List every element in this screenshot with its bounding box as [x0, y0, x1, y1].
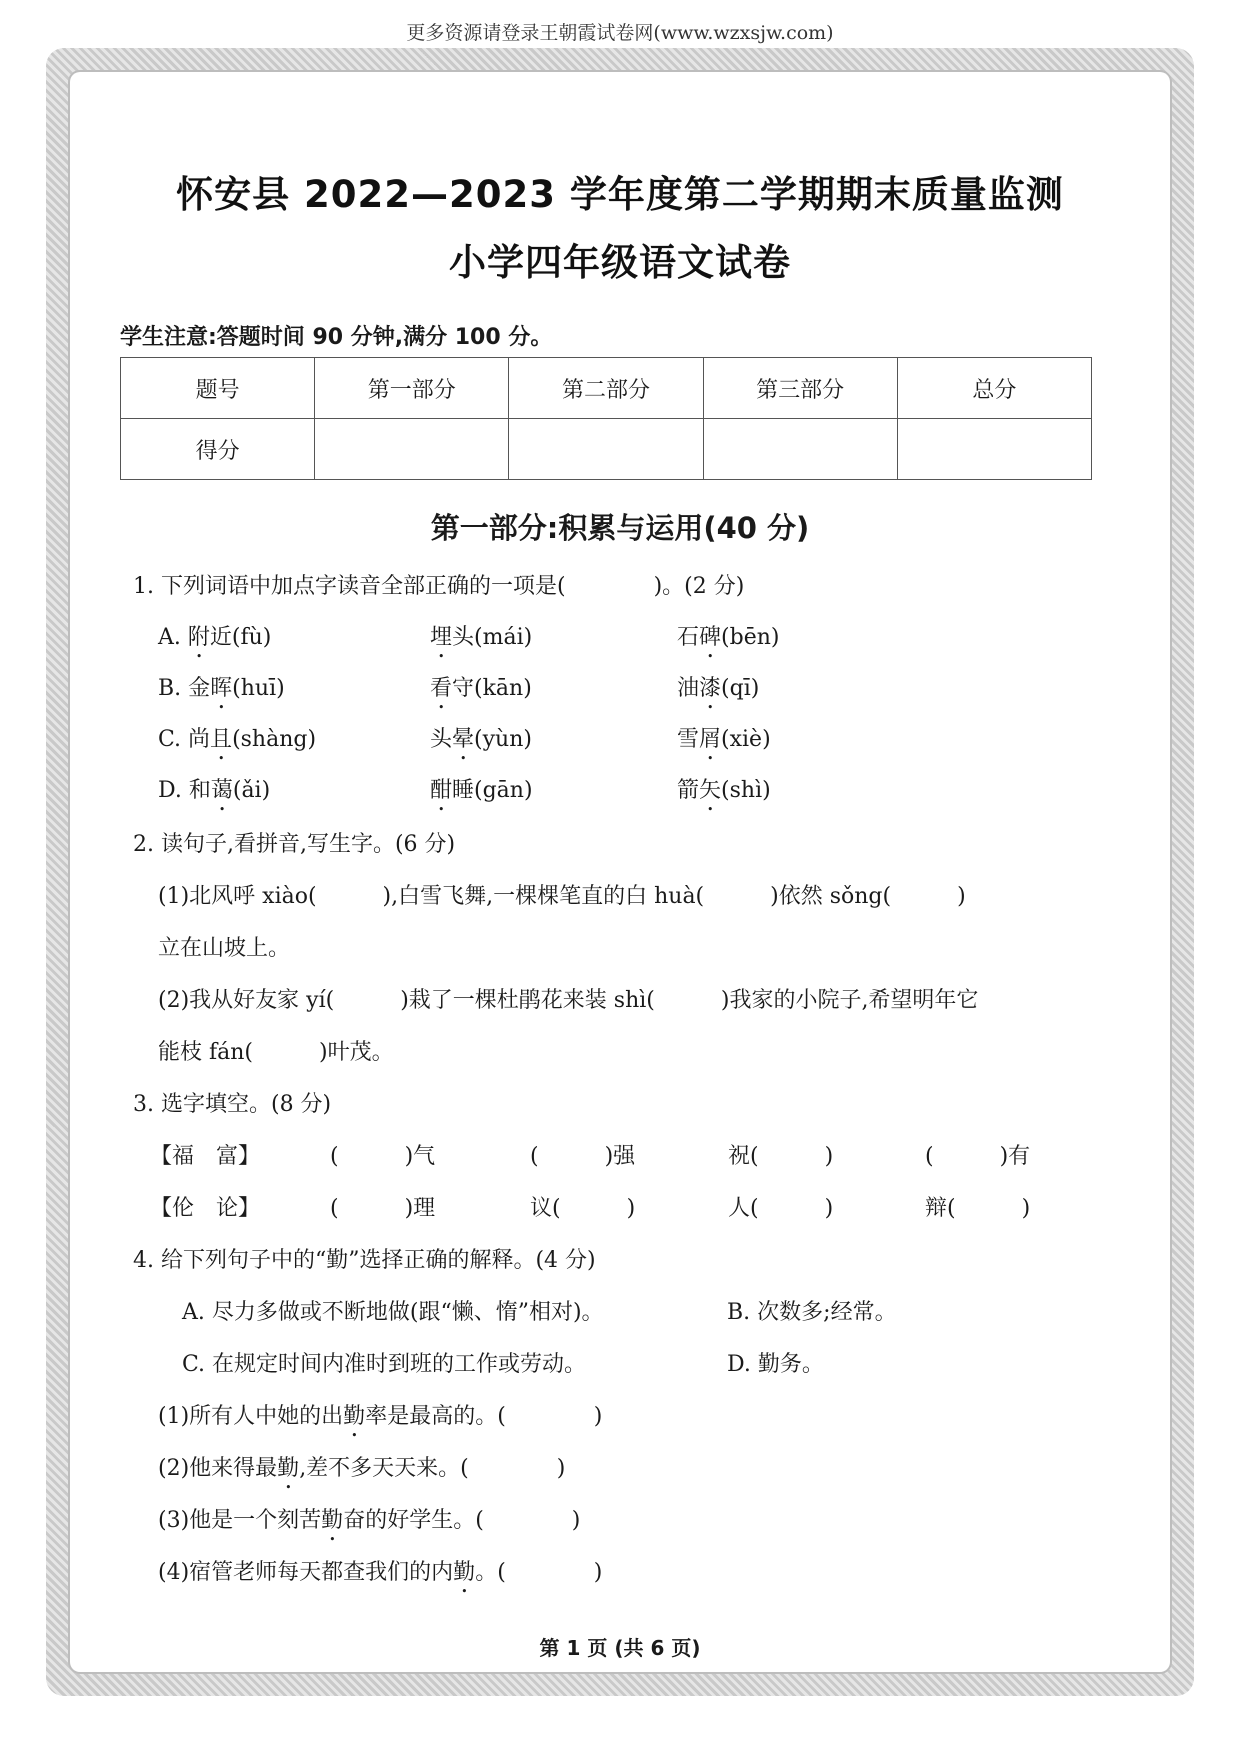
text: 睡(gān) — [452, 778, 533, 803]
text: (yùn) — [474, 727, 532, 752]
text: 率是最高的。( ) — [365, 1404, 603, 1429]
q2-sentence2-line1: (2)我从好友家 yí( )栽了一棵杜鹃花来装 shì( )我家的小院子,希望明年它 — [158, 988, 979, 1013]
dotted-char: 埋 — [430, 625, 453, 650]
text: B. 金 — [158, 676, 211, 701]
q3-stem: 3. 选字填空。(8 分) — [133, 1092, 332, 1117]
text: 箭 — [677, 778, 700, 803]
text: (qī) — [721, 676, 760, 701]
q4-option-b: B. 次数多;经常。 — [727, 1300, 897, 1325]
q3-row2-label: 【伦 论】 — [150, 1196, 261, 1221]
q1-option-d1 — [158, 773, 270, 816]
dotted-char: 勤 — [453, 1560, 476, 1585]
q2-sentence2-line2: 能枝 fán( )叶茂。 — [158, 1040, 394, 1065]
q4-item-1 — [158, 1399, 602, 1442]
dotted-char: 漆 — [699, 676, 722, 701]
dotted-char: 且 — [210, 727, 233, 752]
q1-option-c3 — [677, 722, 771, 765]
q3-row1-blank: ( )有 — [925, 1144, 1031, 1169]
text: 头(mái) — [452, 625, 533, 650]
text: (1)所有人中她的出 — [158, 1404, 344, 1429]
text: 油 — [677, 676, 700, 701]
q3-row1-blank: ( )气 — [330, 1144, 436, 1169]
text: 雪 — [677, 727, 700, 752]
page-footer: 第 1 页 (共 6 页) — [539, 1636, 701, 1660]
score-header-cell: 第一部分 — [315, 358, 509, 419]
q4-item-4 — [158, 1555, 602, 1598]
score-header-cell: 总分 — [897, 358, 1091, 419]
q1-option-b1 — [158, 671, 285, 714]
dotted-char: 勤 — [343, 1404, 366, 1429]
q2-stem: 2. 读句子,看拼音,写生字。(6 分) — [133, 832, 456, 857]
dotted-char: 酣 — [430, 778, 453, 803]
q3-row1-blank: 祝( ) — [728, 1144, 834, 1169]
q3-row2-blank: 人( ) — [728, 1196, 834, 1221]
q3-row2-blank: 议( ) — [530, 1196, 636, 1221]
q4-option-c: C. 在规定时间内准时到班的工作或劳动。 — [182, 1352, 587, 1377]
dotted-char: 看 — [430, 676, 453, 701]
dotted-char: 附 — [187, 625, 210, 650]
q4-option-d: D. 勤务。 — [727, 1352, 824, 1377]
q1-option-d2 — [430, 773, 533, 816]
q1-stem: 1. 下列词语中加点字读音全部正确的一项是( )。(2 分) — [133, 574, 745, 599]
score-cell-total[interactable] — [897, 419, 1091, 480]
text: C. 尚 — [158, 727, 211, 752]
text: 头 — [430, 727, 453, 752]
score-header-cell: 第三部分 — [703, 358, 897, 419]
text: ,差不多天天来。( ) — [299, 1456, 566, 1481]
text: (3)他是一个刻苦 — [158, 1508, 322, 1533]
q1-option-d3 — [677, 773, 771, 816]
text: 奋的好学生。( ) — [343, 1508, 581, 1533]
text: (2)他来得最 — [158, 1456, 278, 1481]
text: 。( ) — [475, 1560, 603, 1585]
q1-option-a2 — [430, 620, 532, 663]
q3-row1-blank: ( )强 — [530, 1144, 636, 1169]
dotted-char: 晕 — [452, 727, 475, 752]
q1-option-b3 — [677, 671, 759, 714]
dotted-char: 勤 — [321, 1508, 344, 1533]
text: D. 和 — [158, 778, 211, 803]
text: A. — [158, 625, 188, 650]
q1-option-c1 — [158, 722, 316, 765]
q3-row2-blank: 辩( ) — [925, 1196, 1031, 1221]
q4-option-a: A. 尽力多做或不断地做(跟“懒、惰”相对)。 — [182, 1300, 604, 1325]
dotted-char: 晖 — [210, 676, 233, 701]
score-cell-part2[interactable] — [509, 419, 703, 480]
exam-title-line2: 小学四年级语文试卷 — [449, 241, 791, 284]
score-cell-part1[interactable] — [315, 419, 509, 480]
text: (ǎi) — [232, 778, 271, 803]
q1-option-b2 — [430, 671, 532, 714]
dotted-char: 矢 — [699, 778, 722, 803]
dotted-char: 勤 — [277, 1456, 300, 1481]
score-table — [120, 357, 1092, 480]
score-table-score-row — [121, 419, 1092, 480]
q3-row1-label: 【福 富】 — [150, 1144, 261, 1169]
text: 近(fù) — [209, 625, 272, 650]
dotted-char: 蔼 — [210, 778, 233, 803]
text: 石 — [677, 625, 700, 650]
section1-title: 第一部分:积累与运用(40 分) — [430, 511, 810, 545]
text: (huī) — [232, 676, 285, 701]
dotted-char: 屑 — [699, 727, 722, 752]
watermark: 更多资源请登录王朝霞试卷网(www.wzxsjw.com) — [406, 22, 834, 44]
q2-sentence1-line2: 立在山坡上。 — [158, 936, 291, 961]
q4-item-2 — [158, 1451, 565, 1494]
text: (bēn) — [721, 625, 780, 650]
dotted-char: 碑 — [699, 625, 722, 650]
text: 守(kān) — [452, 676, 532, 701]
text: (shàng) — [232, 727, 317, 752]
score-row-label: 得分 — [121, 419, 315, 480]
q1-option-c2 — [430, 722, 532, 765]
score-table-header-row — [121, 358, 1092, 419]
q4-item-3 — [158, 1503, 580, 1546]
score-header-cell: 题号 — [121, 358, 315, 419]
q3-row2-blank: ( )理 — [330, 1196, 436, 1221]
score-header-cell: 第二部分 — [509, 358, 703, 419]
exam-title-line1: 怀安县 2022—2023 学年度第二学期期末质量监测 — [176, 173, 1064, 216]
q1-option-a3 — [677, 620, 779, 663]
text: (4)宿管老师每天都查我们的内 — [158, 1560, 454, 1585]
student-notice: 学生注意:答题时间 90 分钟,满分 100 分。 — [120, 325, 553, 350]
text: (shì) — [721, 778, 771, 803]
q4-stem: 4. 给下列句子中的“勤”选择正确的解释。(4 分) — [133, 1248, 596, 1273]
q2-sentence1-line1: (1)北风呼 xiào( ),白雪飞舞,一棵棵笔直的白 huà( )依然 sǒng( ) — [158, 884, 966, 909]
q1-option-a1 — [158, 620, 271, 663]
text: (xiè) — [721, 727, 771, 752]
score-cell-part3[interactable] — [703, 419, 897, 480]
